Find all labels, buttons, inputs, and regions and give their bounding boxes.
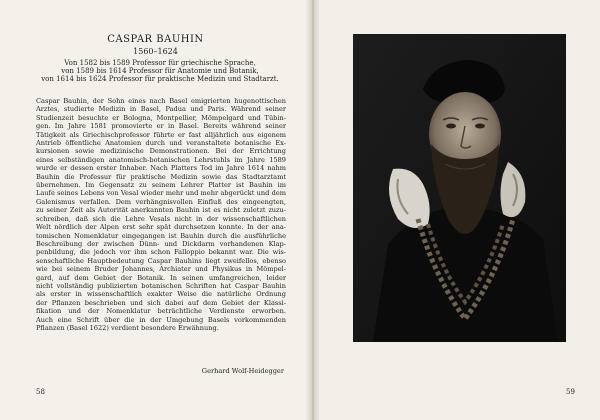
portrait-drawing bbox=[353, 34, 566, 342]
biography-line: als erster in wissenschaftlich exakter Weise die natürliche Ordnung bbox=[36, 290, 286, 299]
biography-line: Caspar Bauhin, der Sohn eines nach Basel emigrierten hugenottischen bbox=[36, 97, 286, 105]
life-dates: 1560–1624 bbox=[133, 47, 178, 56]
biography-line: Tätigkeit als Griechischprofessor führte er fast alljährlich aus eigenem bbox=[36, 130, 286, 139]
portrait-image bbox=[353, 34, 566, 342]
professorship-line: von 1589 bis 1614 Professor für Anatomie und Botanik, bbox=[61, 67, 259, 76]
page-number-left: 58 bbox=[36, 388, 45, 396]
biography-line: schreiben, daß sich die Lehre Vesals nicht in der wissenschaftlichen bbox=[36, 214, 286, 223]
professorships-summary bbox=[40, 59, 280, 84]
biography-line: fikation und der Nomenklatur beträchtliche Verdienste erworben. bbox=[36, 307, 286, 316]
professorship-line: Von 1582 bis 1589 Professor für griechische Sprache, bbox=[64, 59, 256, 67]
biography-line: Auch eine Schrift über die in der Umgebung Basels vorkommenden bbox=[36, 315, 286, 324]
author-signature: Gerhard Wolf-Heidegger bbox=[201, 367, 284, 375]
biography-line: übernehmen. Im Gegensatz zu seinem Lehrer Platter ist Bauhin im bbox=[36, 181, 286, 190]
page-number-right: 59 bbox=[566, 388, 575, 396]
biography-line: tomischen Nomenklatur eingegangen ist Bauhin durch die ausführliche bbox=[36, 231, 286, 240]
biography-line: Studienzeit besuchte er Bologna, Montpellier, Mömpelgard und Tübin- bbox=[36, 113, 286, 122]
biography-line: Laufe seines Lebens von Vesal wieder mehr und mehr abgerückt und dem bbox=[36, 189, 286, 198]
biography-line: penbildung, die jedoch vor ihm schon Falloppio bekannt war. Die wis- bbox=[36, 248, 286, 257]
biography-line: gard, auf dem Gebiet der Botanik. In seinen umfangreichen, leider bbox=[36, 273, 286, 282]
biography-line: senschaftliche Hauptbedeutung Caspar Bauhins liegt zweifellos, ebenso bbox=[36, 256, 286, 265]
biography-line: Pflanzen (Basel 1622) verdient besondere Erwähnung. bbox=[36, 323, 219, 332]
biography-line: eines selbständigen anatomisch-botanischen Lehrstuhls im Jahre 1589 bbox=[36, 155, 286, 164]
biography-line: wurde er dessen erster Inhaber. Nach Platters Tod im Jahre 1614 nahm bbox=[36, 164, 286, 173]
biography-line: kursionen sowie medizinische Demonstrationen. Bei der Errichtung bbox=[36, 147, 286, 156]
biography-line: Bauhin die Professur für praktische Medizin sowie das Stadtarztamt bbox=[36, 172, 286, 181]
biography-line: Antrieb öffentliche Anatomien durch und veranstaltete botanische Ex- bbox=[36, 139, 286, 148]
professorship-line: von 1614 bis 1624 Professor für praktische Medizin und Stadtarzt. bbox=[41, 75, 279, 84]
biography-line: wie bei seinem Bruder Johannes, Archiater und Physikus in Mömpel- bbox=[36, 265, 286, 274]
biography-line: Galenismus verfallen. Dem verhängnisvollen Einfluß des eingeengten, bbox=[36, 197, 286, 206]
biography-line: Arztes, studierte Medizin in Basel, Padua und Paris. Während seiner bbox=[36, 105, 286, 114]
biography-line: zu seiner Zeit als Autorität anerkannten Bauhin ist es nicht zuletzt zuzu- bbox=[36, 206, 286, 215]
biography-line: gen. Im Jahre 1581 promovierte er in Basel. Bereits während seiner bbox=[36, 122, 286, 131]
biography-line: Welt nördlich der Alpen erst sehr spät durchsetzen konnte. In der ana- bbox=[36, 223, 286, 232]
page-title: CASPAR BAUHIN bbox=[107, 34, 204, 45]
biography-line: Beschreibung der zwischen Dünn- und Dickdarm vorhandenen Klap- bbox=[36, 239, 286, 248]
biography-line: der Pflanzen beschrieben und sich dabei auf dem Gebiet der Klassi- bbox=[36, 298, 286, 307]
biography-text bbox=[36, 97, 286, 332]
biography-line: nicht vollständig publizierten botanischen Schriften hat Caspar Bauhin bbox=[36, 281, 286, 290]
